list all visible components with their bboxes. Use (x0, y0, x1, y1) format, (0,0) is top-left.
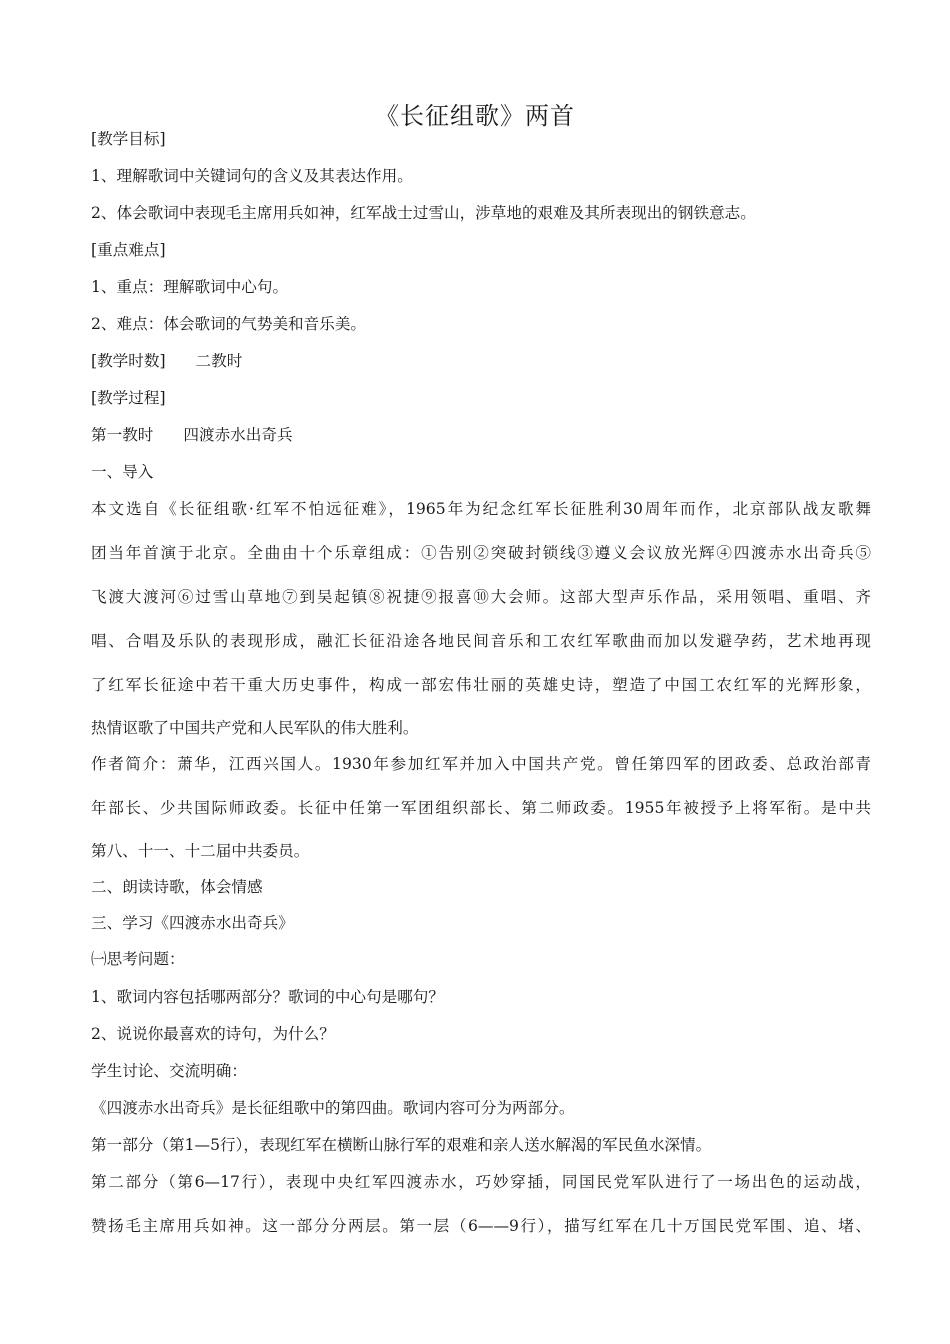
answer-paragraph-line: 第二部分（第6—17行），表现中央红军四渡赤水，巧妙穿插，同国民党军队进行了一场出色的运动战， (91, 1173, 871, 1191)
intro-paragraph-line: 本文选自《长征组歌·红军不怕远征难》，1965年为纪念红军长征胜利30周年而作，北京部队战友歌舞 (91, 500, 871, 518)
key-point-item: 2、难点：体会歌词的气势美和音乐美。 (91, 315, 367, 333)
key-point-item: 1、重点：理解歌词中心句。 (91, 278, 289, 296)
intro-paragraph-line: 热情讴歌了中国共产党和人民军队的伟大胜利。 (91, 719, 419, 737)
step-heading: 三、学习《四渡赤水出奇兵》 (91, 914, 294, 932)
question-heading: ㈠思考问题： (91, 950, 185, 968)
intro-paragraph-line: 飞渡大渡河⑥过雪山草地⑦到吴起镇⑧祝捷⑨报喜⑩大会师。这部大型声乐作品，采用领唱、重唱、齐 (91, 588, 871, 606)
author-paragraph-line: 作者简介：萧华，江西兴国人。1930年参加红军并加入中国共产党。曾任第四军的团政委、总政治部青 (91, 755, 871, 773)
intro-paragraph-line: 了红军长征途中若干重大历史事件，构成一部宏伟壮丽的英雄史诗，塑造了中国工农红军的光辉形象， (91, 676, 871, 694)
lesson-topic: 四渡赤水出奇兵 (183, 426, 293, 444)
intro-paragraph-line: 团当年首演于北京。全曲由十个乐章组成：①告别②突破封锁线③遵义会议放光辉④四渡赤水出奇兵⑤ (91, 544, 871, 562)
answer-paragraph-line: 第一部分（第1—5行），表现红军在横断山脉行军的艰难和亲人送水解渴的军民鱼水深情。 (91, 1136, 712, 1154)
lesson-heading-line (91, 425, 871, 445)
section-heading-key-points: [重点难点] (91, 241, 166, 259)
lesson-number: 第一教时 (91, 426, 154, 444)
teaching-hours-line (91, 351, 871, 371)
author-paragraph-line: 第八、十一、十二届中共委员。 (91, 842, 310, 860)
teaching-hours-value: 二教时 (195, 352, 243, 370)
section-heading-hours: [教学时数] (91, 352, 166, 370)
author-paragraph-line: 年部长、少共国际师政委。长征中任第一军团组织部长、第二师政委。1955年被授予上将军衔。是中共 (91, 799, 871, 817)
step-heading: 一、导入 (91, 463, 154, 481)
objective-item: 1、理解歌词中关键词句的含义及其表达作用。 (91, 167, 413, 185)
intro-paragraph-line: 唱、合唱及乐队的表现形成，融汇长征沿途各地民间音乐和工农红军歌曲而加以发避孕药，艺术地再现 (91, 632, 871, 650)
question-item: 2、说说你最喜欢的诗句，为什么？ (91, 1025, 335, 1043)
section-heading-objectives: [教学目标] (91, 130, 166, 148)
objective-item: 2、体会歌词中表现毛主席用兵如神，红军战士过雪山，涉草地的艰难及其所表现出的钢铁意志。 (91, 204, 756, 222)
discussion-label: 学生讨论、交流明确： (91, 1062, 247, 1080)
step-heading: 二、朗读诗歌，体会情感 (91, 878, 263, 896)
answer-paragraph-line: 《四渡赤水出奇兵》是长征组歌中的第四曲。歌词内容可分为两部分。 (91, 1099, 575, 1117)
answer-paragraph-line: 赞扬毛主席用兵如神。这一部分分两层。第一层（6——9行），描写红军在几十万国民党军围、追、堵、 (91, 1217, 871, 1235)
document-title: 《长征组歌》两首 (375, 102, 575, 130)
question-item: 1、歌词内容包括哪两部分？歌词的中心句是哪句？ (91, 988, 444, 1006)
section-heading-process: [教学过程] (91, 389, 166, 407)
